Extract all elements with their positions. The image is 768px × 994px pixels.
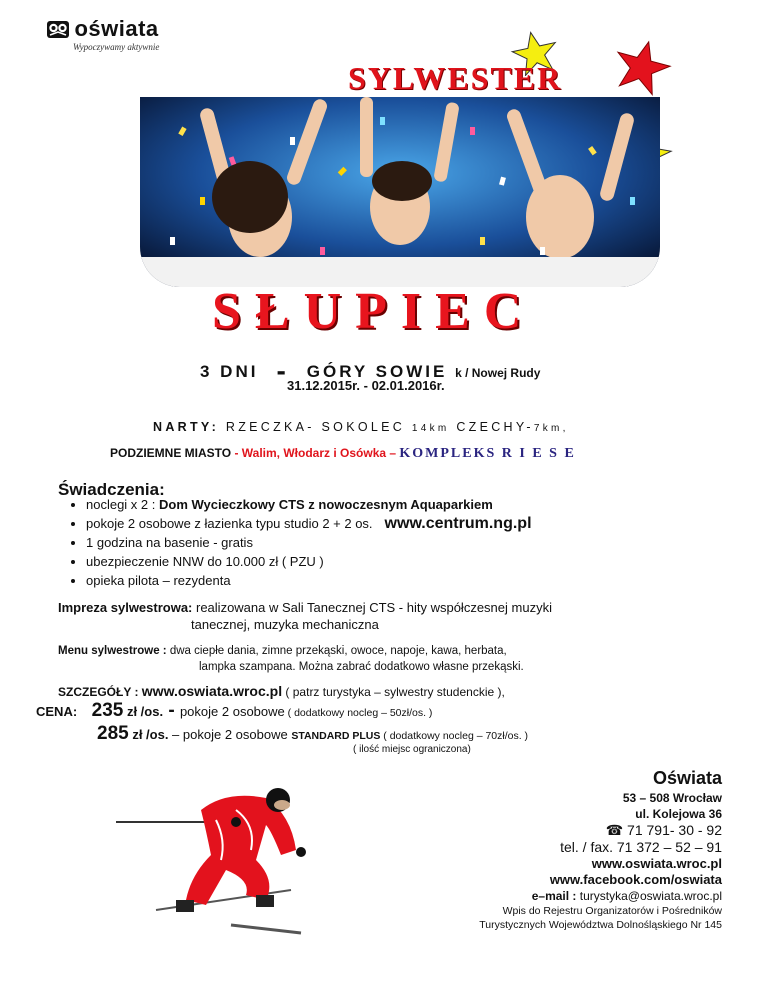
- ski-places: RZECZKA- SOKOLEC: [225, 420, 406, 434]
- price-label: CENA:: [36, 704, 78, 719]
- contact-phone: 71 791- 30 - 92: [627, 822, 722, 838]
- trip-days: 3 DNI: [200, 362, 259, 381]
- contact-tel: tel. / fax. 71 372 – 52 – 91: [560, 839, 722, 855]
- logo-slogan: Wypoczywamy aktywnie: [73, 42, 160, 52]
- underground-dash: –: [386, 446, 400, 460]
- contact-block: [479, 766, 722, 932]
- price-line-1: [36, 700, 432, 722]
- contact-mail-row: [479, 888, 722, 904]
- banner-title: SYLWESTER: [348, 60, 563, 96]
- destination-title: SŁUPIEC: [212, 283, 536, 340]
- contact-www[interactable]: www.oswiata.wroc.pl: [591, 856, 722, 871]
- menu-label: Menu sylwestrowe :: [58, 645, 167, 657]
- party-line2: tanecznej, muzyka mechaniczna: [191, 617, 379, 632]
- contact-phone-row: [479, 822, 722, 839]
- menu-line2: lampka szampana. Można zabrać dodatkowo własne przekąski.: [199, 661, 524, 673]
- underground-line: [110, 446, 576, 462]
- service-text: noclegi x 2 :: [86, 497, 159, 512]
- owl-logo-icon: [46, 19, 70, 39]
- price-limit: ( ilość miejsc ograniczona): [353, 744, 471, 755]
- price-extra: ( dodatkowy nocleg – 50zł/os. ): [284, 707, 433, 719]
- red-star-icon: [610, 38, 674, 96]
- price-plus: 285: [97, 723, 129, 744]
- service-text: pokoje 2 osobowe z łazienka typu studio 2 + 2 os.: [86, 516, 373, 531]
- underground-complex: KOMPLEKS R I E S E: [399, 446, 576, 461]
- services-heading: Świadczenia:: [58, 480, 165, 499]
- contact-mail-label: e–mail :: [531, 889, 580, 903]
- party-label: Impreza sylwestrowa:: [58, 600, 193, 615]
- trip-mountains: GÓRY SOWIE: [306, 362, 448, 381]
- ski-km2: 7km,: [533, 423, 569, 434]
- menu-info: [58, 643, 698, 675]
- ski-czechy: CZECHY-: [456, 420, 534, 434]
- oswiata-link[interactable]: www.oswiata.wroc.pl: [141, 683, 283, 699]
- price-line-2: [97, 723, 528, 745]
- trip-dates: 31.12.2015r. - 02.01.2016r.: [287, 378, 445, 393]
- phone-icon: ☎: [605, 822, 628, 838]
- price-room: pokoje 2 osobowe: [179, 704, 285, 719]
- details-line: [58, 683, 505, 699]
- ski-line: [153, 420, 569, 434]
- contact-street: ul. Kolejowa 36: [635, 807, 722, 821]
- contact-reg1: Wpis do Rejestru Organizatorów i Pośredników: [502, 905, 722, 917]
- list-item: [86, 571, 532, 590]
- party-info: [58, 599, 698, 633]
- trip-dash: -: [276, 355, 289, 386]
- contact-reg2: Turystycznych Województwa Dolnośląskiego Nr 145: [479, 919, 722, 931]
- underground-label: PODZIEMNE MIASTO: [110, 446, 232, 460]
- list-item: [86, 495, 532, 514]
- party-photo: [140, 97, 660, 287]
- list-item: [86, 514, 532, 533]
- price-room: pokoje 2 osobowe: [182, 727, 292, 742]
- price-standard-plus: STANDARD PLUS: [291, 730, 381, 742]
- service-text: opieka pilota – rezydenta: [86, 573, 231, 588]
- price-sep: -: [163, 700, 180, 721]
- party-line1: realizowana w Sali Tanecznej CTS - hity współczesnej muzyki: [192, 600, 552, 615]
- logo: [46, 16, 160, 52]
- ski-km1: 14km: [411, 423, 450, 434]
- price-unit: zł /os.: [123, 704, 164, 719]
- details-note: ( patrz turystyka – sylwestry studenckie ),: [282, 685, 505, 699]
- logo-brand: oświata: [74, 16, 159, 41]
- service-text: 1 godzina na basenie - gratis: [86, 535, 253, 550]
- list-item: [86, 552, 532, 571]
- price-sep: –: [168, 727, 183, 742]
- trip-near: k / Nowej Rudy: [455, 366, 541, 380]
- contact-mail[interactable]: turystyka@oswiata.wroc.pl: [579, 889, 722, 903]
- price-unit: zł /os.: [128, 727, 169, 742]
- list-item: [86, 533, 532, 552]
- ski-label: NARTY:: [153, 420, 220, 434]
- menu-line1: dwa ciepłe dania, zimne przekąski, owoce, napoje, kawa, herbata,: [166, 645, 507, 657]
- underground-places: - Walim, Włodarz i Osówka: [231, 446, 387, 460]
- contact-name: Oświata: [652, 768, 722, 788]
- price-extra: ( dodatkowy nocleg – 70zł/os. ): [380, 730, 529, 742]
- contact-facebook[interactable]: www.facebook.com/oswiata: [549, 872, 722, 887]
- service-text: ubezpieczenie NNW do 10.000 zł ( PZU ): [86, 554, 324, 569]
- details-label: SZCZEGÓŁY :: [58, 685, 142, 699]
- centrum-link[interactable]: www.centrum.ng.pl: [384, 515, 532, 532]
- contact-zip: 53 – 508 Wrocław: [622, 791, 722, 805]
- price-standard: 235: [91, 700, 124, 721]
- skier-image: [116, 770, 326, 940]
- service-bold: Dom Wycieczkowy CTS z nowoczesnym Aquaparkiem: [159, 497, 493, 512]
- services-list: [64, 495, 532, 590]
